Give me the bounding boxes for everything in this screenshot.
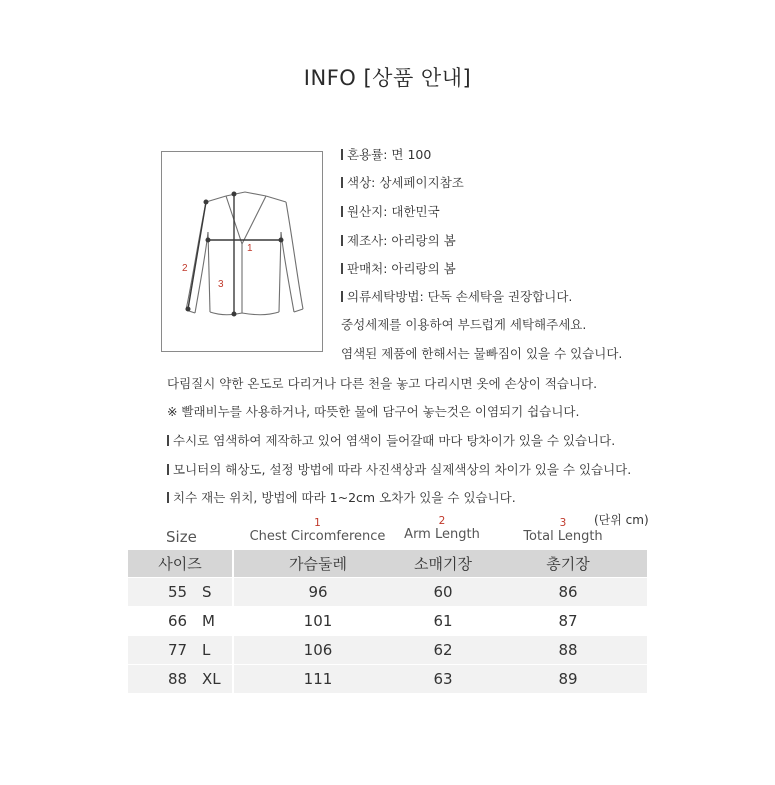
- info-line: ※ 빨래비누를 사용하거나, 따뜻한 물에 담구어 놓는것은 이염되기 쉽습니다.: [167, 404, 580, 419]
- chest-value: 106: [303, 641, 333, 659]
- arm-value: 61: [433, 612, 453, 630]
- page-title: INFO [상품 안내]: [303, 66, 472, 90]
- chest-value: 96: [308, 583, 328, 601]
- size-letter: S: [202, 583, 212, 601]
- table-row: [128, 578, 647, 607]
- table-row: [128, 636, 647, 665]
- unit-note: (단위 cm): [594, 513, 649, 527]
- info-line: 모니터의 해상도, 설정 방법에 따라 사진색상과 실제색상의 차이가 있을 수 있습니다.: [167, 460, 631, 478]
- bullet-bar: [167, 464, 169, 475]
- info-line: 원산지: 대한민국: [341, 202, 440, 220]
- size-letter: M: [202, 612, 215, 630]
- info-line: 치수 재는 위치, 방법에 따라 1~2cm 오차가 있을 수 있습니다.: [167, 488, 516, 506]
- arm-value: 62: [433, 641, 453, 659]
- total-value: 87: [558, 612, 578, 630]
- chest-value: 101: [303, 612, 333, 630]
- header-cell-chest: 가슴둘레: [289, 555, 347, 573]
- column-head-arm: [392, 515, 492, 542]
- info-line: 다림질시 약한 온도로 다리거나 다른 천을 놓고 다리시면 옷에 손상이 적습니다.: [167, 376, 598, 391]
- size-number: 66: [168, 612, 188, 630]
- table-row: [128, 665, 647, 694]
- column-head-chest: [245, 517, 390, 544]
- column-en-label: Arm Length: [404, 527, 480, 542]
- garment-diagram: [161, 151, 323, 352]
- column-number: 2: [438, 515, 446, 527]
- bullet-bar: [341, 235, 343, 246]
- column-number: 1: [314, 517, 321, 529]
- arm-value: 63: [433, 670, 453, 688]
- measure-label-2: 2: [182, 263, 188, 274]
- bullet-bar: [341, 177, 343, 188]
- size-number: 55: [168, 583, 188, 601]
- bullet-bar: [341, 206, 343, 217]
- column-head-total: [513, 517, 613, 544]
- bullet-bar: [341, 263, 343, 274]
- info-line: 중성세제를 이용하여 부드럽게 세탁해주세요.: [341, 317, 587, 332]
- info-line: 판매처: 아리랑의 봄: [341, 259, 456, 277]
- column-en-label: Total Length: [523, 529, 603, 544]
- info-line: 제조사: 아리랑의 봄: [341, 231, 456, 249]
- arm-value: 60: [433, 583, 453, 601]
- total-value: 89: [558, 670, 578, 688]
- header-cell-total: 총기장: [546, 555, 590, 573]
- total-value: 86: [558, 583, 578, 601]
- jacket-sketch: [162, 152, 324, 353]
- size-table: [128, 550, 647, 694]
- chest-value: 111: [303, 670, 333, 688]
- table-row: [128, 607, 647, 636]
- table-header-row: [128, 550, 647, 578]
- bullet-bar: [167, 435, 169, 446]
- info-line: 염색된 제품에 한해서는 물빠짐이 있을 수 있습니다.: [341, 346, 623, 361]
- bullet-bar: [341, 149, 343, 160]
- size-number: 77: [168, 641, 188, 659]
- column-en-label: Chest Circomference: [249, 529, 386, 544]
- total-value: 88: [558, 641, 578, 659]
- measure-label-3: 3: [218, 279, 224, 290]
- info-line: 색상: 상세페이지참조: [341, 173, 464, 191]
- size-label: Size: [166, 528, 197, 546]
- bullet-bar: [341, 291, 343, 302]
- size-number: 88: [168, 670, 188, 688]
- header-cell-arm: 소매기장: [414, 555, 472, 573]
- column-number: 3: [559, 517, 567, 529]
- size-letter: XL: [202, 670, 221, 688]
- bullet-bar: [167, 492, 169, 503]
- info-line: 혼용률: 면 100: [341, 145, 431, 163]
- size-letter: L: [202, 641, 211, 659]
- info-line: 의류세탁방법: 단독 손세탁을 권장합니다.: [341, 287, 572, 305]
- info-line: 수시로 염색하여 제작하고 있어 염색이 들어갈때 마다 탕차이가 있을 수 있습니다.: [167, 431, 615, 449]
- header-cell-size: 사이즈: [158, 555, 202, 573]
- measure-label-1: 1: [247, 243, 253, 254]
